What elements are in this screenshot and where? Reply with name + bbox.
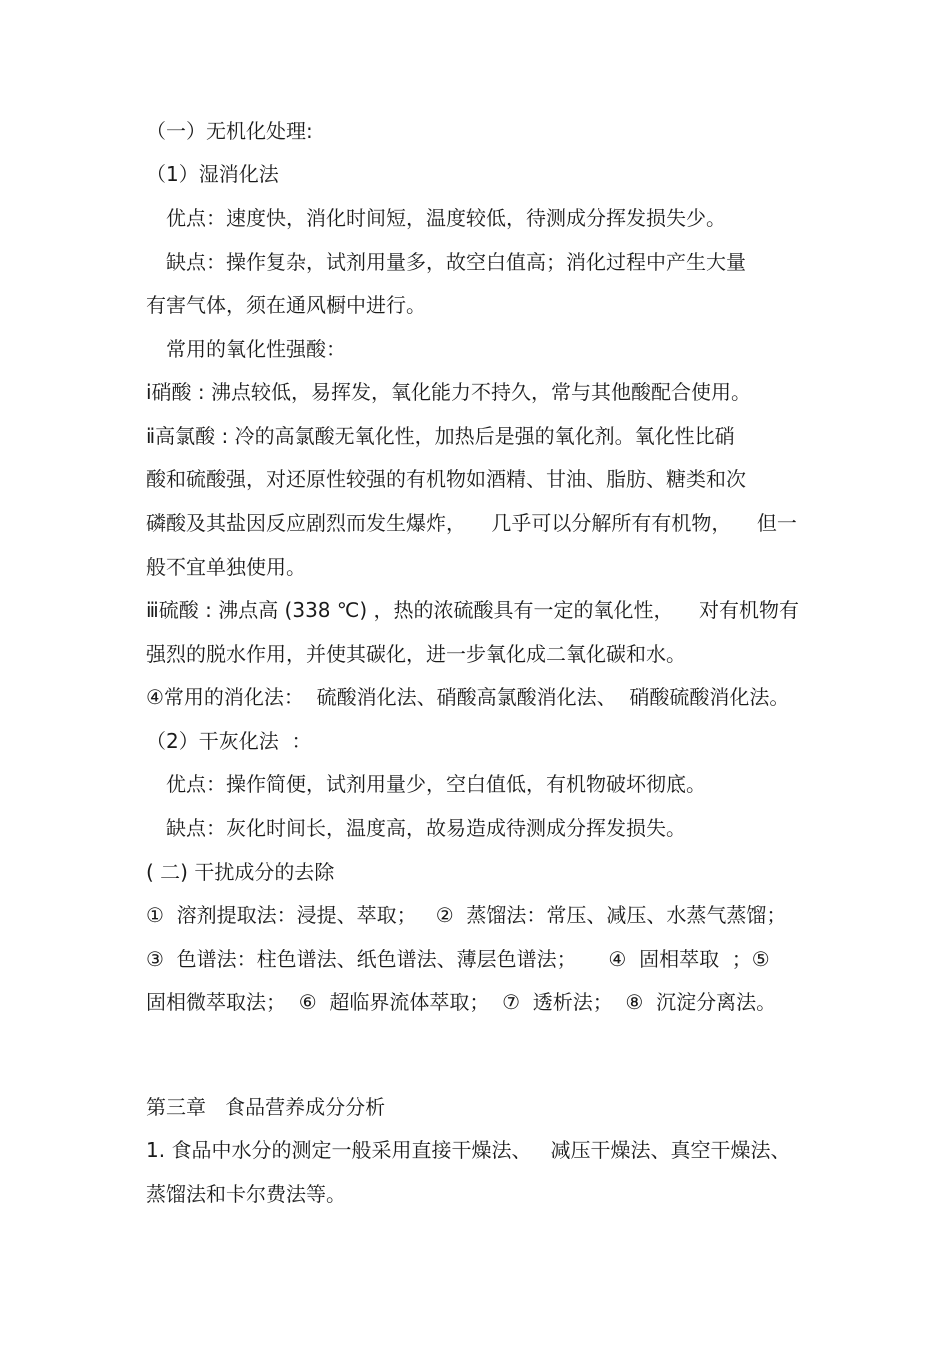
text-line: ⅲ硫酸 : 沸点高 (338 ℃) ，热的浓硫酸具有一定的氧化性， 对有机物有 (146, 598, 799, 622)
text-line: 强烈的脱水作用，并使其碳化，进一步氧化成二氧化碳和水。 (146, 642, 686, 666)
text-line: ⅰ硝酸 : 沸点较低，易挥发，氧化能力不持久，常与其他酸配合使用。 (146, 380, 752, 404)
text-line: 磷酸及其盐因反应剧烈而发生爆炸， 几乎可以分解所有有机物， 但一 (146, 511, 797, 535)
text-line: 酸和硫酸强，对还原性较强的有机物如酒精、甘油、脂肪、糖类和次 (146, 467, 746, 491)
text-line: 优点：操作简便，试剂用量少，空白值低，有机物破坏彻底。 (166, 772, 706, 796)
section-heading-inorganic-treatment: （一）无机化处理: (146, 119, 313, 143)
text-line: ③ 色谱法：柱色谱法、纸色谱法、薄层色谱法； ④ 固相萃取 ；⑤ (146, 947, 770, 971)
text-line: 常用的氧化性强酸： (166, 337, 346, 361)
text-line: ④常用的消化法： 硫酸消化法、硝酸高氯酸消化法、 硝酸硫酸消化法。 (146, 685, 790, 709)
text-line: 优点：速度快，消化时间短，温度较低，待测成分挥发损失少。 (166, 206, 726, 230)
subheading-dry-ashing: （2）干灰化法 ： (146, 729, 312, 753)
text-line: 蒸馏法和卡尔费法等。 (146, 1182, 346, 1206)
text-line: 缺点：灰化时间长，温度高，故易造成待测成分挥发损失。 (166, 816, 686, 840)
text-line: 1. 食品中水分的测定一般采用直接干燥法、 减压干燥法、真空干燥法、 (146, 1138, 791, 1162)
text-line: 固相微萃取法； ⑥ 超临界流体萃取； ⑦ 透析法； ⑧ 沉淀分离法。 (146, 990, 777, 1014)
section-heading-interference-removal: ( 二) 干扰成分的去除 (146, 860, 335, 884)
subheading-wet-digestion: （1）湿消化法 (146, 162, 279, 186)
chapter-heading: 第三章 食品营养成分分析 (146, 1095, 386, 1119)
text-line: 缺点：操作复杂，试剂用量多，故空白值高；消化过程中产生大量 (166, 250, 746, 274)
text-line: 有害气体，须在通风橱中进行。 (146, 293, 426, 317)
text-line: ⅱ高氯酸 : 冷的高氯酸无氧化性，加热后是强的氧化剂。氧化性比硝 (146, 424, 735, 448)
text-line: ① 溶剂提取法：浸提、萃取； ② 蒸馏法：常压、减压、水蒸气蒸馏； (146, 903, 787, 927)
text-line: 般不宜单独使用。 (146, 555, 306, 579)
